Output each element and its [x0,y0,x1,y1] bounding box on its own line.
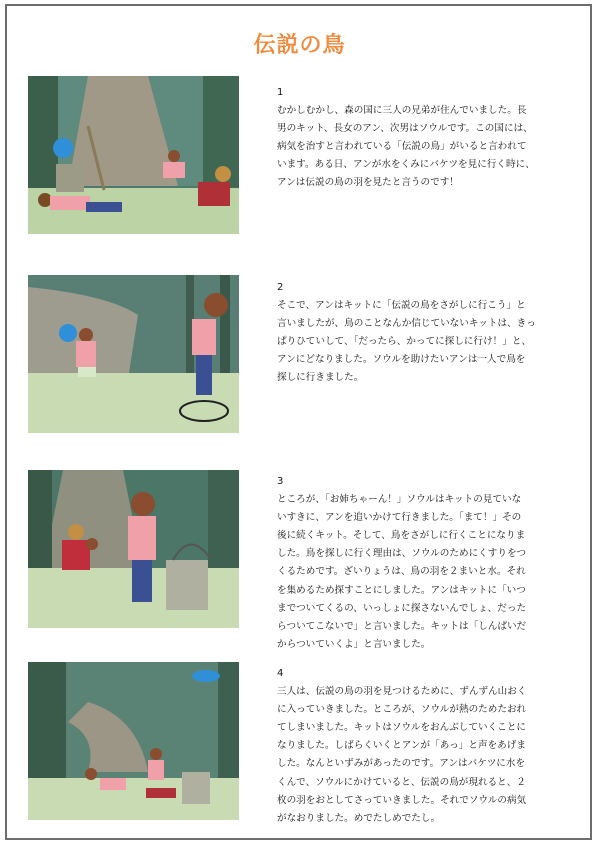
story-text: むかしむかし、森の国に三人の兄弟が住んでいました。長 男のキット、長女のアン、次男はソウルです。この国には、 病気を治すと言われている「伝説の鳥」がいると言われて います。ある日、アンが水をくみにバケツを見に行く時に、 アンは伝説の鳥の羽を見たと言うのです！ [277,105,535,189]
story-photo-4 [28,662,239,820]
page-title: 伝説の鳥 [253,33,346,58]
story-1 [277,84,549,193]
story-number: 1 [277,87,284,98]
story-4 [277,665,549,828]
story-text: そこで、アンはキットに「伝説の鳥をさがしに行こう」と 言いましたが、鳥のことなんか信じていないキットは、きっ ぱりひていして、「だったら、かってに探しに行け！」と、 アンにどなりました。ソウルを助けたいアンは一人で鳥を 探しに行きました。 [277,300,536,384]
story-number: 2 [277,282,284,293]
story-photo-1 [28,76,239,234]
story-number: 3 [277,476,284,487]
story-text: ところが、「お姉ちゃーん！」ソウルはキットの見ていな いすきに、アンを追いかけて行きました。「まて！」その 後に続くキット。そして、鳥をさがしに行くことになりま した。鳥を探しに行く理由は、ソウルのためにくすりをつ くるためです。ざいりょうは、鳥の羽を２まいと水。それ を集めるため探すことにしました。アンはキットに「いつ までついてくるの、いっしょに探さないんでしょ、だった らついてこないで」と言いました。キットは「しんぱいだ からついていくよ」と言いました。 [277,494,527,650]
story-number: 4 [277,668,284,679]
story-3 [277,473,549,654]
story-text: 三人は、伝説の鳥の羽を見つけるために、ずんずん山おく に入っていきました。ところが、ソウルが熱のためたおれ てしまいました。キットはソウルをおんぶしていくことに なりました。しばらくいくとアンが「あっ」と声をあげま した。なんといずみがあったのです。アンはバケツに水を くんで、ソウルにかけていると、伝説の鳥が現れると、２ 枚の羽をおとしてさっていきました。それでソウルの病気 がなおりました。めでたしめでたし。 [277,686,527,824]
story-photo-2 [28,275,239,433]
story-2 [277,279,549,388]
story-photo-3 [28,470,239,628]
